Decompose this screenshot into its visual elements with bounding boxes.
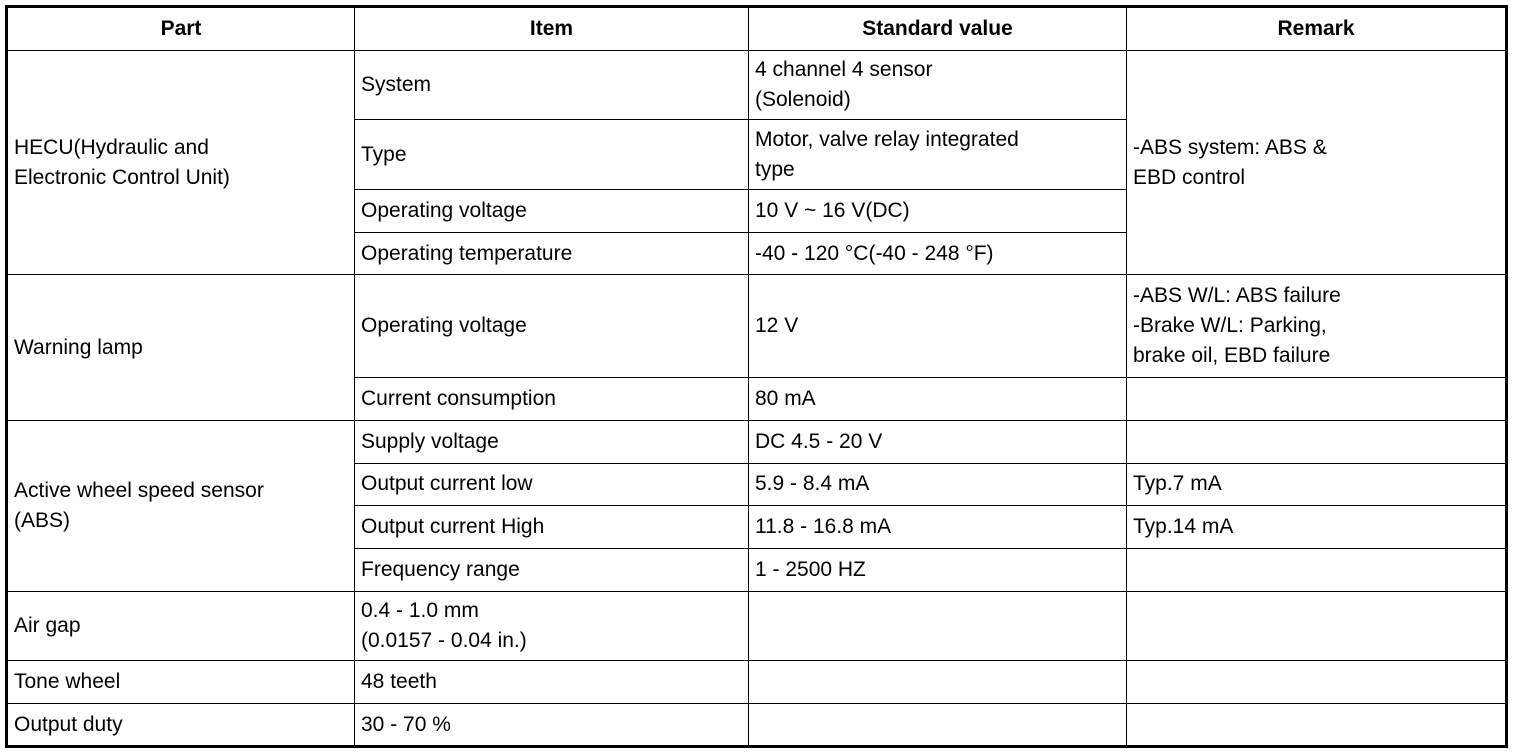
- item-cell: Type: [355, 120, 749, 189]
- value-cell: [749, 704, 1127, 747]
- item-cell: Output current High: [355, 506, 749, 549]
- value-cell: 12 V: [749, 275, 1127, 378]
- part-cell-tone-wheel: Tone wheel: [7, 661, 355, 704]
- value-cell: DC 4.5 - 20 V: [749, 420, 1127, 463]
- header-row: [7, 7, 1507, 51]
- header-remark: Remark: [1127, 7, 1507, 51]
- item-cell: 30 - 70 %: [355, 704, 749, 747]
- value-cell: 4 channel 4 sensor (Solenoid): [749, 51, 1127, 120]
- part-cell-hecu: HECU(Hydraulic and Electronic Control Unit): [7, 51, 355, 275]
- item-cell: Operating voltage: [355, 275, 749, 378]
- header-standard-value: Standard value: [749, 7, 1127, 51]
- value-cell: 80 mA: [749, 378, 1127, 421]
- header-item: Item: [355, 7, 749, 51]
- header-part: Part: [7, 7, 355, 51]
- item-cell: 48 teeth: [355, 661, 749, 704]
- value-cell: 1 - 2500 HZ: [749, 549, 1127, 592]
- table-row: [7, 591, 1507, 660]
- table-row: [7, 51, 1507, 120]
- item-cell: System: [355, 51, 749, 120]
- part-cell-output-duty: Output duty: [7, 704, 355, 747]
- table-row: [7, 661, 1507, 704]
- part-cell-warning-lamp: Warning lamp: [7, 275, 355, 420]
- value-cell: 10 V ~ 16 V(DC): [749, 189, 1127, 232]
- table-row: [7, 704, 1507, 747]
- remark-cell: [1127, 704, 1507, 747]
- item-cell: Current consumption: [355, 378, 749, 421]
- remark-cell: Typ.14 mA: [1127, 506, 1507, 549]
- value-cell: 5.9 - 8.4 mA: [749, 463, 1127, 506]
- remark-cell: [1127, 661, 1507, 704]
- value-cell: Motor, valve relay integrated type: [749, 120, 1127, 189]
- remark-cell: [1127, 549, 1507, 592]
- item-cell: Frequency range: [355, 549, 749, 592]
- item-cell: Supply voltage: [355, 420, 749, 463]
- remark-cell: [1127, 378, 1507, 421]
- part-cell-air-gap: Air gap: [7, 591, 355, 660]
- remark-cell: Typ.7 mA: [1127, 463, 1507, 506]
- table-row: [7, 275, 1507, 378]
- spec-table: [5, 5, 1508, 748]
- remark-cell: [1127, 420, 1507, 463]
- remark-cell: -ABS W/L: ABS failure -Brake W/L: Parking, brake oil, EBD failure: [1127, 275, 1507, 378]
- part-cell-wheel-sensor: Active wheel speed sensor (ABS): [7, 420, 355, 591]
- value-cell: 11.8 - 16.8 mA: [749, 506, 1127, 549]
- item-cell: 0.4 - 1.0 mm (0.0157 - 0.04 in.): [355, 591, 749, 660]
- value-cell: -40 - 120 °C(-40 - 248 °F): [749, 232, 1127, 275]
- value-cell: [749, 591, 1127, 660]
- item-cell: Output current low: [355, 463, 749, 506]
- table-row: [7, 420, 1507, 463]
- remark-cell: [1127, 591, 1507, 660]
- item-cell: Operating temperature: [355, 232, 749, 275]
- item-cell: Operating voltage: [355, 189, 749, 232]
- remark-cell-hecu: -ABS system: ABS & EBD control: [1127, 51, 1507, 275]
- value-cell: [749, 661, 1127, 704]
